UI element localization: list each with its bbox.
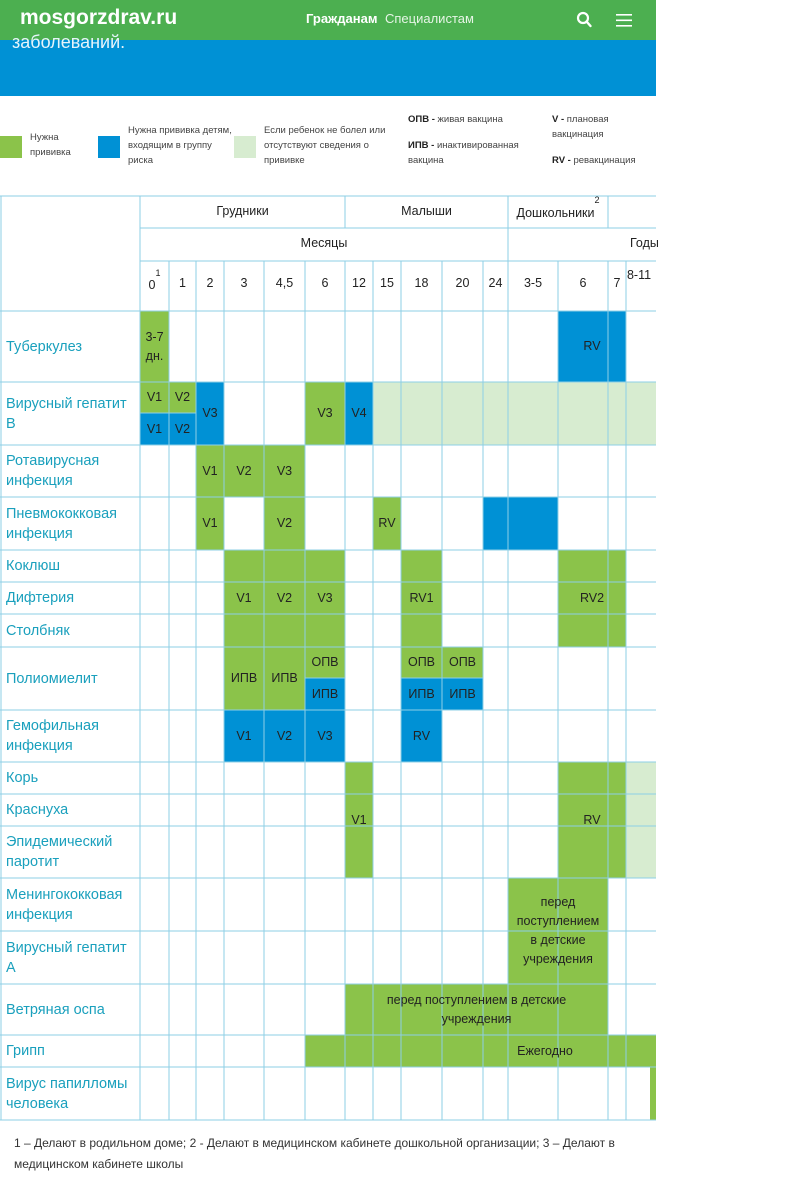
- age-col-8-11y: 8-11: [626, 268, 652, 282]
- cell-rota-v3: V3: [276, 463, 293, 478]
- cell-dtp-v3: V3: [317, 590, 333, 605]
- legend-opv: ОПВ - живая вакцина: [408, 114, 503, 125]
- age-col-0: $0^1$: [148, 268, 161, 293]
- group-preschool: Дошкольники$^2$: [516, 195, 600, 221]
- cell-rota-v1: V1: [202, 463, 218, 478]
- row-label-hepatitis-b: Вирусный гепатит В: [6, 395, 127, 432]
- cell-mmr-v1: V1: [351, 812, 367, 827]
- cell-hepb-v2-risk: V2: [174, 421, 191, 436]
- legend-v: V - плановая вакцинация: [552, 114, 609, 140]
- cell-hepb-v1-risk: V1: [146, 421, 163, 436]
- age-col-24: 24: [488, 276, 503, 290]
- legend-text-risk: Нужна прививка детям, входящим в группу риска: [128, 125, 232, 166]
- cell-polio-ipv-3: ИПВ: [230, 671, 258, 685]
- cell-mening-hepa: перед поступлением в детские учреждения: [516, 895, 600, 966]
- age-col-6: 6: [321, 276, 329, 290]
- row-label-pneumococcal: Пневмококковая инфекция: [6, 505, 118, 542]
- age-col-3: 3: [240, 276, 248, 290]
- cell-dtp-rv2: RV2: [579, 590, 605, 605]
- row-label-diphtheria: Дифтерия: [6, 590, 75, 606]
- cell-hepb-v1: V1: [146, 390, 163, 404]
- cell-pneumo-rv: RV: [378, 516, 396, 530]
- row-label-pertussis: Коклюш: [6, 558, 60, 574]
- row-label-hepatitis-a: Вирусный гепатит А: [6, 939, 127, 976]
- footnote: 1 – Делают в родильном доме; 2 - Делают в медицинском кабинете дошкольной организации; 3 – Делают в медицинском кабинете школы: [14, 1136, 615, 1171]
- cell-hib-v3: V3: [317, 728, 333, 743]
- cell-polio-opv-18: ОПВ: [407, 655, 436, 669]
- fill-hepb-catchup: [373, 382, 656, 445]
- legend-text-required: Нужна прививка: [30, 132, 71, 158]
- row-label-rotavirus: Ротавирусная инфекция: [6, 453, 100, 489]
- row-label-varicella: Ветряная оспа: [6, 1001, 105, 1018]
- row-label-flu: Грипп: [6, 1043, 45, 1059]
- cell-polio-opv-20: ОПВ: [448, 655, 477, 669]
- cell-hepb-v3-risk: V3: [202, 406, 218, 420]
- group-toddlers: Малыши: [401, 204, 452, 218]
- age-col-15: 15: [380, 276, 394, 290]
- cell-flu: Ежегодно: [517, 1043, 573, 1058]
- cell-tb-newborn: 3-7 дн.: [145, 329, 164, 363]
- cell-hib-rv: RV: [412, 728, 431, 743]
- unit-years-label: Годы: [630, 236, 659, 250]
- banner-text: заболеваний.: [12, 32, 126, 52]
- legend-ipv: ИПВ - инактивированная вакцина: [408, 140, 519, 166]
- age-col-1: 1: [179, 276, 186, 290]
- row-label-meningococcal: Менингококковая инфекция: [6, 886, 123, 923]
- group-infants: Грудники: [216, 204, 269, 218]
- cell-varicella: перед поступлением в детские учреждения: [386, 992, 567, 1026]
- age-col-4-5: 4,5: [275, 276, 294, 290]
- cell-mmr-rv: RV: [583, 812, 601, 827]
- fill-hpv: [650, 1067, 656, 1120]
- age-col-12: 12: [352, 276, 366, 290]
- site-logo[interactable]: mosgorzdrav.ru: [20, 6, 178, 29]
- row-label-measles: Корь: [6, 770, 39, 786]
- cell-polio-ipv-6: ИПВ: [311, 686, 339, 701]
- row-label-tuberculosis: Туберкулез: [6, 338, 83, 355]
- age-col-20: 20: [455, 276, 470, 290]
- cell-hib-v2: V2: [276, 728, 293, 743]
- row-label-polio: Полиомиелит: [6, 670, 98, 687]
- fill-mmr-catchup: [626, 762, 656, 878]
- age-col-6y: 6: [579, 276, 587, 290]
- nav-specialists-link[interactable]: Специалистам: [385, 11, 474, 26]
- unit-months-label: Месяцы: [300, 236, 348, 250]
- row-label-mumps: Эпидемический паротит: [6, 834, 113, 870]
- cell-dtp-v1: V1: [236, 590, 252, 605]
- row-label-tetanus: Столбняк: [6, 622, 70, 639]
- cell-polio-ipv-20: ИПВ: [449, 686, 476, 701]
- cell-rota-v2: V2: [236, 463, 252, 478]
- legend-text-not-ill: Если ребенок не болел или отсутствуют сведения о прививке: [264, 125, 386, 166]
- cell-pneumo-v2: V2: [276, 516, 293, 530]
- cell-hepb-v2: V2: [174, 390, 191, 404]
- cell-dtp-rv1: RV1: [409, 590, 434, 605]
- age-col-2: 2: [206, 276, 214, 290]
- cell-polio-ipv-45: ИПВ: [271, 671, 298, 685]
- age-col-18: 18: [414, 276, 429, 290]
- cell-pneumo-v1: V1: [202, 516, 218, 530]
- cell-hepb-v4: V4: [351, 406, 367, 420]
- age-col-7y: 7: [613, 276, 621, 290]
- legend-rv: RV - ревакцинация: [552, 155, 636, 166]
- cell-hepb-v3: V3: [317, 406, 333, 420]
- cell-polio-ipv-18: ИПВ: [408, 686, 435, 701]
- age-col-3-5y: 3-5: [523, 276, 543, 290]
- cell-hib-v1: V1: [236, 728, 252, 743]
- fill-pneumo-risk: [483, 497, 558, 550]
- cell-tb-rv: RV: [583, 339, 601, 353]
- cell-dtp-v2: V2: [276, 590, 293, 605]
- row-label-hpv: Вирус папилломы человека: [6, 1075, 128, 1112]
- cell-polio-opv-6: ОПВ: [311, 655, 339, 669]
- nav-citizens-link[interactable]: Гражданам: [306, 11, 378, 26]
- row-label-hib: Гемофильная инфекция: [6, 718, 99, 754]
- row-label-rubella: Краснуха: [6, 802, 69, 818]
